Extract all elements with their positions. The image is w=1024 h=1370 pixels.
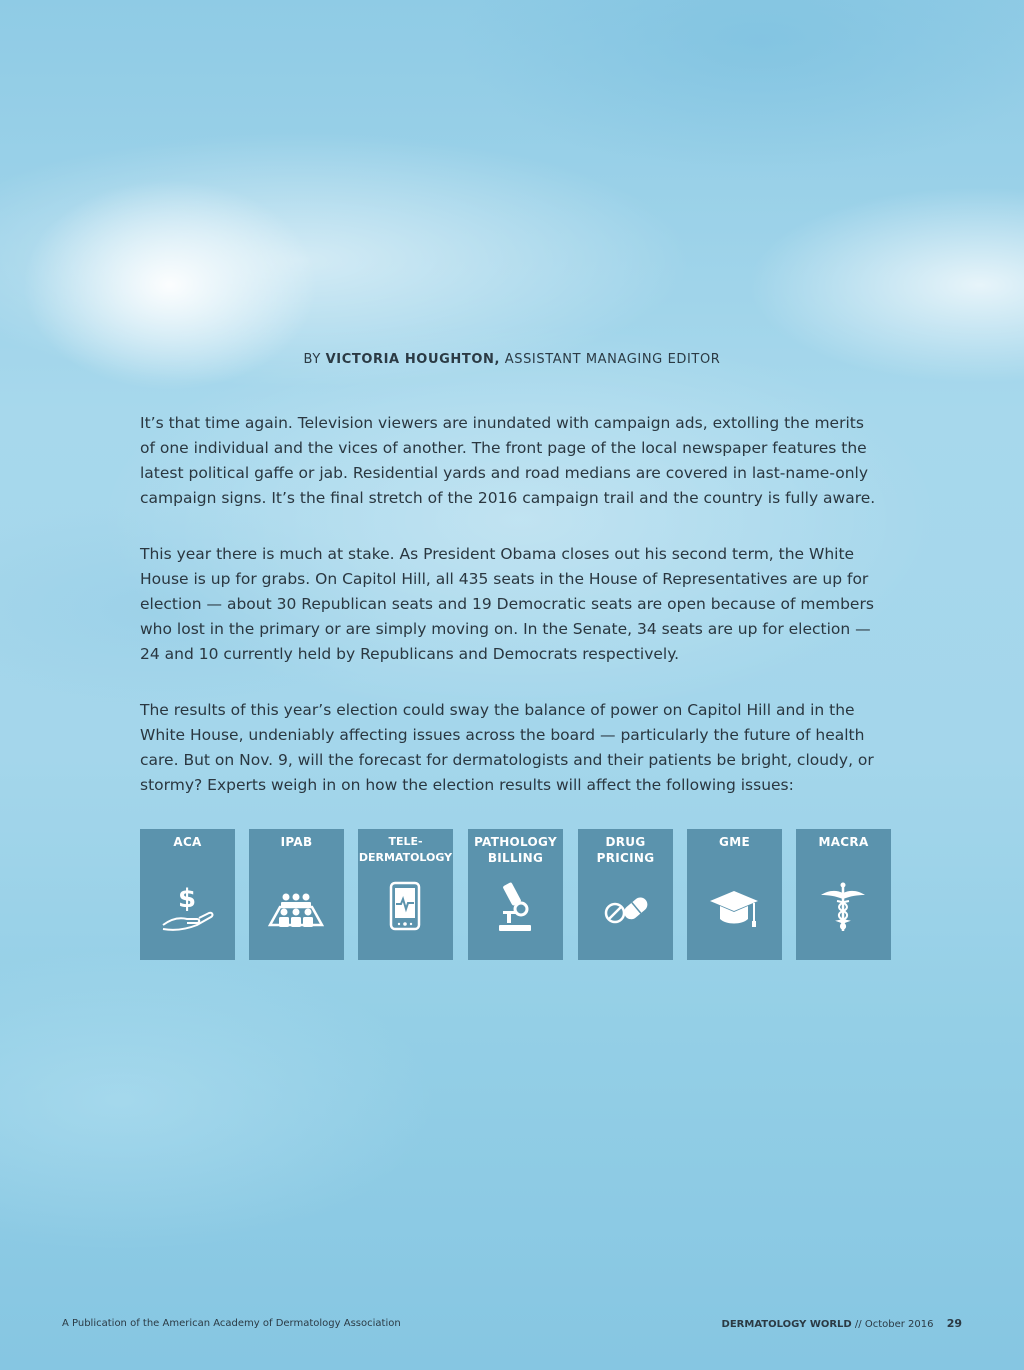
issue-label-line: DERMATOLOGY [358, 851, 453, 864]
caduceus-icon [813, 879, 873, 935]
paragraph-results: The results of this year’s election could sway the balance of power on Capitol Hill and in the White House, undeniably affecting issues across the board — particularly the future of health care. But on Nov. 9, will the forecast for dermatologists and their patients be bright, cloudy, or stormy? Experts weigh in on how the election results will affect the following issues: [140, 701, 874, 794]
paragraph-intro: It’s that time again. Television viewers are inundated with campaign ads, extolling the merits of one individual and the vices of another. The front page of the local newspaper features the latest political gaffe or jab. Residential yards and road medians are covered in last-name-only campaign signs. It’s the final stretch of the 2016 campaign trail and the country is fully aware. [140, 414, 876, 507]
issue-tile-pathology-billing[interactable] [468, 829, 563, 960]
issue-tiles [140, 829, 891, 961]
issue-label-line: BILLING [487, 851, 544, 865]
board-group-icon [266, 879, 326, 935]
issue-label [578, 834, 673, 866]
issue-tile-ipab[interactable] [249, 829, 344, 960]
hand-dollar-icon [157, 879, 217, 935]
pill-capsule-icon [595, 879, 655, 935]
graduation-cap-icon [704, 879, 764, 935]
issue-label: ACA [173, 835, 202, 849]
article-body [140, 411, 880, 829]
tablet-heartbeat-icon [375, 879, 435, 935]
footer-publication: A Publication of the American Academy of Dermatology Association [62, 1318, 401, 1329]
issue-label: GME [719, 835, 750, 849]
page-number: 29 [946, 1317, 962, 1330]
issue-tile-macra[interactable] [796, 829, 891, 960]
footer-issue-date: // October 2016 [854, 1319, 934, 1330]
byline [0, 352, 1024, 367]
issue-label: IPAB [280, 835, 313, 849]
footer-issue-info [722, 1317, 962, 1330]
microscope-icon [485, 879, 545, 935]
issue-label-line: PRICING [596, 851, 655, 865]
issue-label-line: TELE- [388, 835, 423, 848]
byline-author: VICTORIA HOUGHTON, [325, 352, 500, 367]
issue-label-line: DRUG [605, 835, 646, 849]
svg-text:$: $ [177, 884, 197, 914]
issue-label: MACRA [818, 835, 869, 849]
issue-tile-gme[interactable] [687, 829, 782, 960]
issue-label-line: PATHOLOGY [474, 835, 557, 849]
byline-prefix: BY [303, 352, 321, 367]
issue-label [468, 834, 563, 866]
paragraph-stakes: This year there is much at stake. As President Obama closes out his second term, the White House is up for grabs. On Capitol Hill, all 435 seats in the House of Representatives are up for election — about 30 Republican seats and 19 Democratic seats are open because of members who lost in the primary or are simply moving on. In the Senate, 34 seats are up for election — 24 and 10 currently held by Republicans and Democrats respectively. [140, 545, 874, 663]
issue-tile-aca[interactable] [140, 829, 235, 960]
issue-tile-teledermatology[interactable] [358, 829, 453, 960]
byline-role: ASSISTANT MANAGING EDITOR [504, 352, 721, 367]
issue-tile-drug-pricing[interactable] [578, 829, 673, 960]
footer-magazine: DERMATOLOGY WORLD [721, 1319, 852, 1330]
issue-label [358, 834, 453, 866]
